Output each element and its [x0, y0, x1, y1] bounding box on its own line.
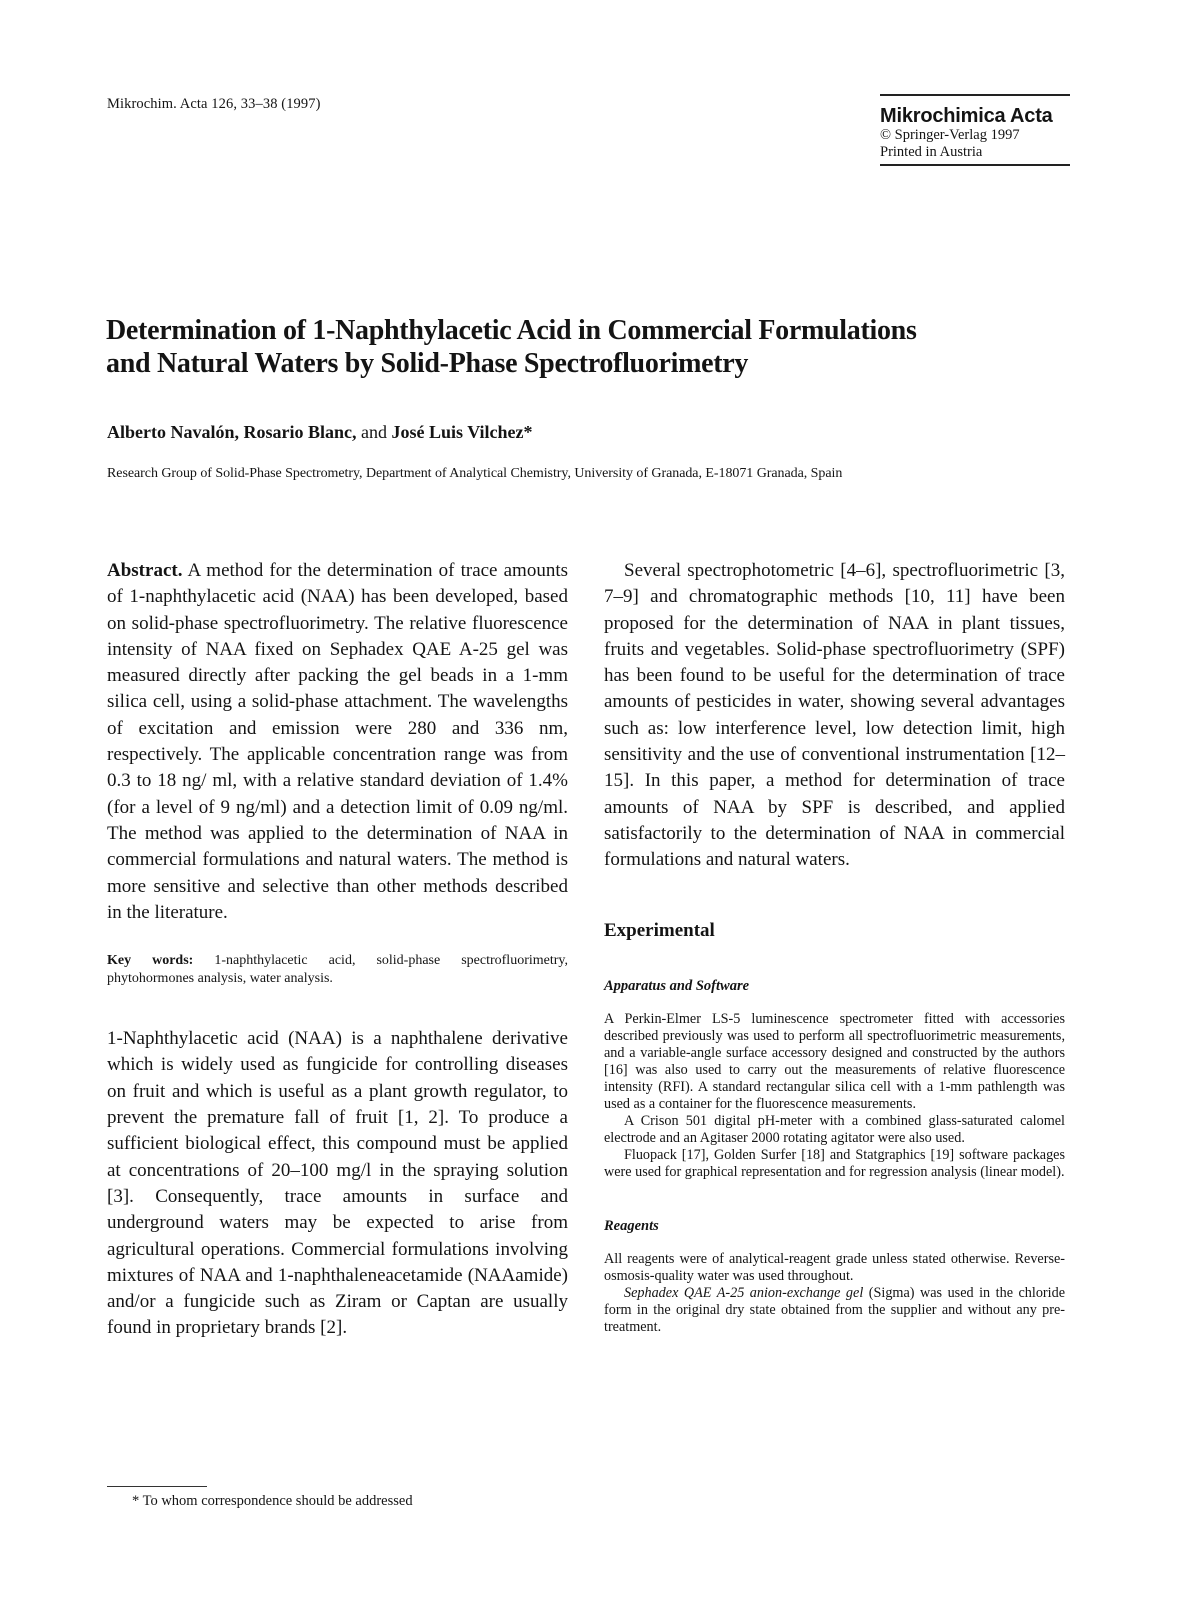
- reagent-name: Sephadex QAE A-25 anion-exchange gel: [624, 1284, 864, 1301]
- footnote: * To whom correspondence should be addressed: [132, 1493, 413, 1509]
- printed-line: Printed in Austria: [880, 144, 983, 160]
- keywords: [107, 952, 568, 988]
- left-column: [107, 558, 568, 1342]
- intro-paragraph-1: 1-Naphthylacetic acid (NAA) is a naphthalene derivative which is widely used as fungicide for controlling diseases on fruit and which is useful as a plant growth regulator, to prevent the premature fall of fruit [1, 2]. To produce a sufficient biological effect, this compound must be applied at concentrations of 20–100 mg/l in the spraying solution [3]. Consequently, trace amounts in surface and underground waters may be expected to arise from agricultural operations. Commercial formulations involving mixtures of NAA and 1-naphthaleneacetamide (NAAamide) and/or a fungicide such as Ziram or Captan are usually found in proprietary brands [2].: [107, 1028, 568, 1339]
- apparatus-paragraph-2: A Crison 501 digital pH-meter with a combined glass-saturated calomel electrode and an Agitaser 2000 rotating agitator were also used.: [604, 1113, 1065, 1147]
- paper-title: [106, 314, 1086, 380]
- paper-title-line-1: Determination of 1-Naphthylacetic Acid in Commercial Formulations: [106, 315, 917, 346]
- abstract: [107, 558, 568, 926]
- authors-first: Alberto Navalón, Rosario Blanc,: [107, 422, 357, 442]
- journal-citation: Mikrochim. Acta 126, 33–38 (1997): [107, 96, 321, 112]
- authors-conjunction: and: [356, 422, 392, 442]
- subsection-heading-apparatus: Apparatus and Software: [604, 977, 750, 994]
- journal-name: Mikrochimica Acta: [880, 105, 1053, 127]
- journal-masthead: [880, 94, 1070, 166]
- reagents-paragraph-2: [604, 1285, 1065, 1336]
- abstract-label: Abstract.: [107, 560, 183, 581]
- authors-last: José Luis Vilchez*: [391, 422, 533, 442]
- subsection-heading-reagents: Reagents: [604, 1217, 659, 1234]
- affiliation: Research Group of Solid-Phase Spectrometry, Department of Analytical Chemistry, University of Granada, E-18071 Granada, Spain: [107, 466, 843, 481]
- reagent-description: (Sigma) was used in the chloride form in the original dry state obtained from the supplier and without any pre-treatment.: [604, 1284, 1065, 1335]
- intro-paragraph-2: Several spectrophotometric [4–6], spectrofluorimetric [3, 7–9] and chromatographic methods [10, 11] have been proposed for the determination of NAA in plant tissues, fruits and vegetables. Solid-phase spectrofluorimetry (SPF) has been found to be useful for the determination of trace amounts of pesticides in water, showing several advantages such as: low interference level, low detection limit, high sensitivity and the use of conventional instrumentation [12–15]. In this paper, a method for determination of trace amounts of NAA by SPF is described, and applied satisfactorily to the determination of NAA in commercial formulations and natural waters.: [604, 560, 1065, 871]
- author-list: [107, 422, 533, 443]
- paper-title-line-2: and Natural Waters by Solid-Phase Spectrofluorimetry: [106, 348, 749, 379]
- apparatus-paragraph-1: A Perkin-Elmer LS-5 luminescence spectrometer fitted with accessories described previously was used to perform all spectrofluorimetric measurements, and a variable-angle surface accessory designed and constructed by the authors [16] was also used to carry out the measurements of relative fluorescence intensity (RFI). A standard rectangular silica cell with a 1-mm pathlength was used as a container for the fluorescence measurements.: [604, 1010, 1065, 1113]
- abstract-text: A method for the determination of trace amounts of 1-naphthylacetic acid (NAA) has been developed, based on solid-phase spectrofluorimetry. The relative fluorescence intensity of NAA fixed on Sephadex QAE A-25 gel was measured directly after packing the gel beads in a 1-mm silica cell, using a solid-phase attachment. The wavelengths of excitation and emission were 280 and 336 nm, respectively. The applicable concentration range was from 0.3 to 18 ng/ ml, with a relative standard deviation of 1.4% (for a level of 9 ng/ml) and a detection limit of 0.09 ng/ml. The method was applied to the determination of NAA in commercial formulations and natural waters. The method is more sensitive and selective than other methods described in the literature.: [107, 560, 568, 923]
- apparatus-paragraph-3: Fluopack [17], Golden Surfer [18] and Statgraphics [19] software packages were used for graphical representation and for regression analysis (linear model).: [604, 1147, 1065, 1181]
- reagents-paragraph-1: All reagents were of analytical-reagent grade unless stated otherwise. Reverse-osmosis-quality water was used throughout.: [604, 1250, 1065, 1284]
- right-column: [604, 558, 1065, 1336]
- copyright-line: © Springer-Verlag 1997: [880, 127, 1020, 143]
- keywords-text: 1-naphthylacetic acid, solid-phase spectrofluorimetry, phytohormones analysis, water analysis.: [107, 953, 568, 987]
- section-heading-experimental: Experimental: [604, 919, 715, 941]
- footnote-divider: [107, 1486, 207, 1487]
- keywords-label: Key words:: [107, 953, 194, 969]
